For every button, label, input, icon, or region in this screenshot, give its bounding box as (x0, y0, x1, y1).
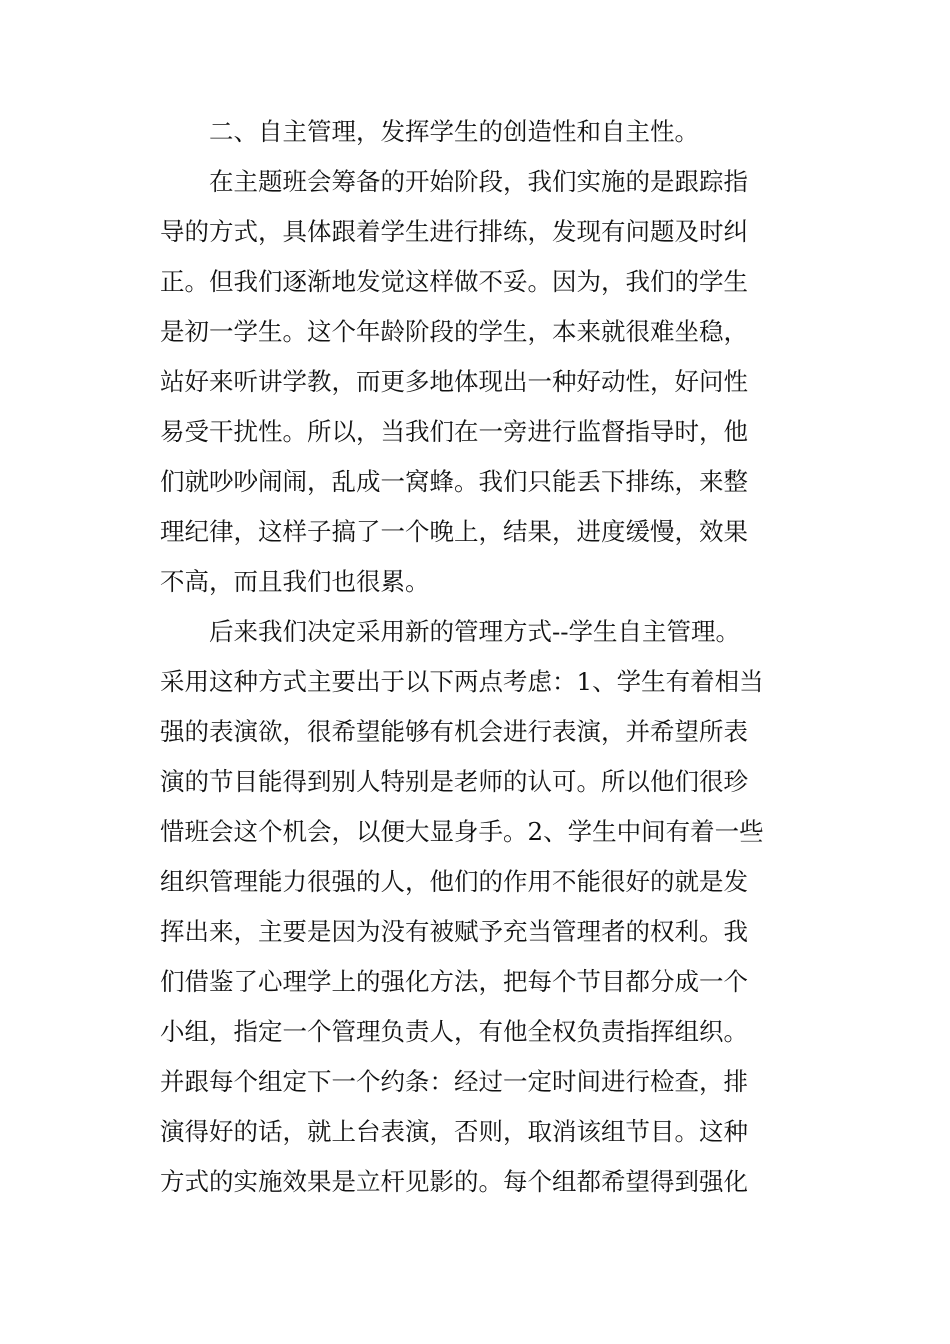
paragraph-2-line: 惜班会这个机会，以便大显身手。2、学生中间有着一些 (160, 817, 764, 846)
paragraph-2-line: 强的表演欲，很希望能够有机会进行表演，并希望所表 (160, 717, 748, 746)
paragraph-2-line: 方式的实施效果是立杆见影的。每个组都希望得到强化 (160, 1167, 748, 1196)
paragraph-2-line: 演的节目能得到别人特别是老师的认可。所以他们很珍 (160, 767, 748, 796)
paragraph-2-line: 小组，指定一个管理负责人，有他全权负责指挥组织。 (160, 1017, 748, 1046)
paragraph-1-line: 们就吵吵闹闹，乱成一窝蜂。我们只能丢下排练，来整 (160, 467, 748, 496)
paragraph-1-line: 易受干扰性。所以，当我们在一旁进行监督指导时，他 (160, 417, 748, 446)
paragraph-1-line: 理纪律，这样子搞了一个晚上，结果，进度缓慢，效果 (160, 517, 748, 546)
paragraph-2-line: 们借鉴了心理学上的强化方法，把每个节目都分成一个 (160, 967, 748, 996)
paragraph-2-line: 采用这种方式主要出于以下两点考虑：1、学生有着相当 (160, 667, 764, 696)
paragraph-2-line: 演得好的话，就上台表演，否则，取消该组节目。这种 (160, 1117, 748, 1146)
paragraph-2-line: 挥出来，主要是因为没有被赋予充当管理者的权利。我 (160, 917, 748, 946)
paragraph-2-line: 后来我们决定采用新的管理方式--学生自主管理。 (209, 617, 741, 646)
paragraph-1-line: 是初一学生。这个年龄阶段的学生，本来就很难坐稳， (160, 317, 748, 346)
paragraph-1-line: 站好来听讲学教，而更多地体现出一种好动性，好问性 (160, 367, 748, 396)
paragraph-2-line: 并跟每个组定下一个约条：经过一定时间进行检查，排 (160, 1067, 748, 1096)
paragraph-2-line: 组织管理能力很强的人，他们的作用不能很好的就是发 (160, 867, 748, 896)
paragraph-1-line: 导的方式，具体跟着学生进行排练，发现有问题及时纠 (160, 217, 748, 246)
section-heading: 二、自主管理，发挥学生的创造性和自主性。 (209, 117, 699, 146)
paragraph-1-line: 在主题班会筹备的开始阶段，我们实施的是跟踪指 (209, 167, 748, 196)
paragraph-1-line: 正。但我们逐渐地发觉这样做不妥。因为，我们的学生 (160, 267, 748, 296)
paragraph-1-line: 不高，而且我们也很累。 (160, 567, 430, 596)
